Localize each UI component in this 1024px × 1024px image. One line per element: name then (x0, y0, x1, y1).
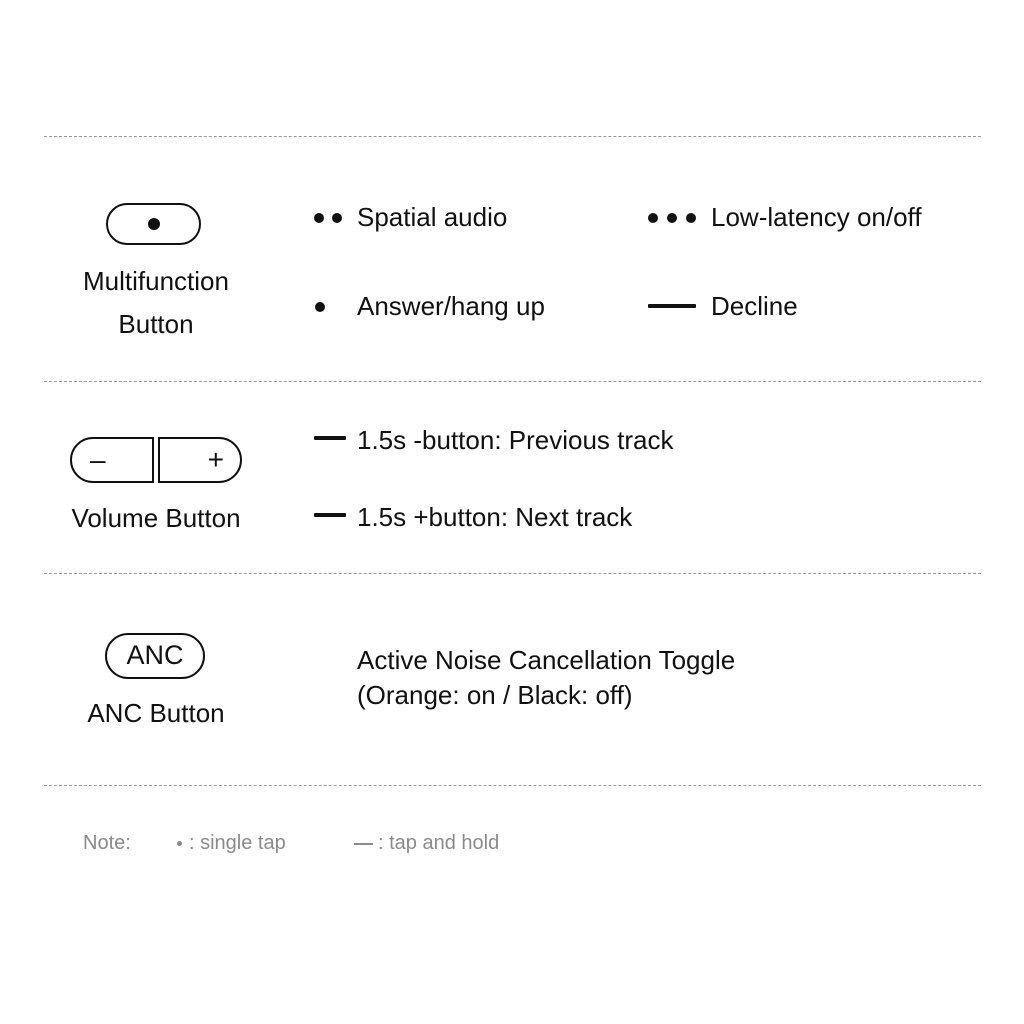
tap-and-hold-legend: : tap and hold (378, 832, 500, 854)
dot-icon (648, 213, 658, 223)
dot-icon (314, 213, 324, 223)
dash-icon (314, 436, 346, 440)
multifunction-button-label: Multifunction Button (83, 266, 229, 339)
spatial-audio-label: Spatial audio (357, 202, 508, 232)
dot-icon (148, 218, 160, 230)
anc-description-line1: Active Noise Cancellation Toggle (357, 645, 736, 675)
volume-minus-icon (70, 437, 154, 483)
anc-button-icon: ANC (105, 633, 205, 679)
divider-bottom (44, 785, 981, 786)
volume-button-label: Volume Button (71, 503, 241, 533)
anc-button-label: ANC Button (87, 698, 225, 728)
minus-icon: – (90, 444, 106, 475)
divider-top (44, 136, 981, 137)
volume-plus-icon (158, 437, 242, 483)
dash-icon (354, 843, 373, 845)
dot-icon (686, 213, 696, 223)
next-track-label: 1.5s +button: Next track (357, 502, 633, 532)
answer-hang-up-label: Answer/hang up (357, 291, 545, 321)
low-latency-label: Low-latency on/off (711, 202, 922, 232)
note-title: Note: (83, 832, 131, 854)
single-tap-legend: : single tap (189, 832, 286, 854)
divider-1 (44, 381, 981, 382)
dash-icon (314, 513, 346, 517)
dot-icon (315, 302, 325, 312)
anc-description-line2: (Orange: on / Black: off) (357, 680, 633, 710)
plus-icon: + (207, 444, 224, 475)
decline-label: Decline (711, 291, 798, 321)
multifunction-button-icon (106, 203, 201, 245)
previous-track-label: 1.5s -button: Previous track (357, 425, 674, 455)
divider-2 (44, 573, 981, 574)
dash-icon (648, 304, 696, 308)
dot-icon (667, 213, 677, 223)
dot-icon (332, 213, 342, 223)
dot-icon (177, 841, 182, 846)
